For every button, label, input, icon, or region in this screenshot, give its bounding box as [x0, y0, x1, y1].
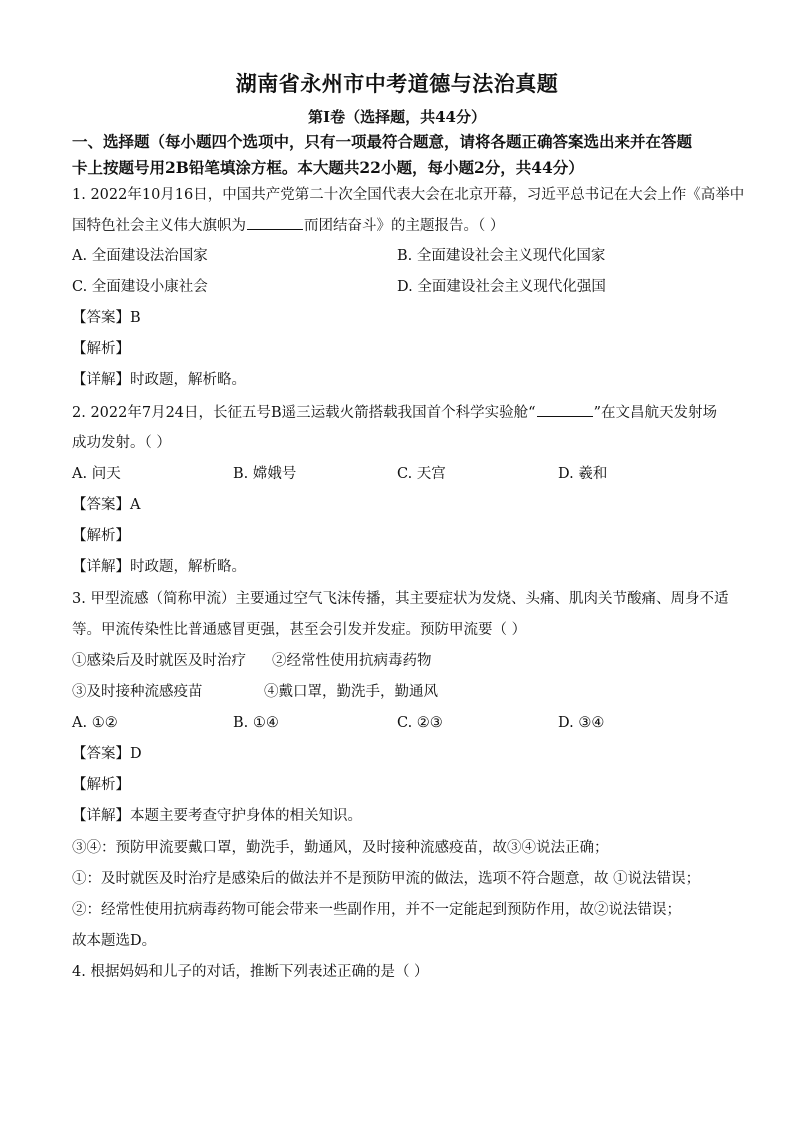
q2-option-b: B. 嫦娥号 — [233, 466, 297, 482]
page-title: 湖南省永州市中考道德与法治真题 — [235, 71, 559, 96]
q3-item-3: ③及时接种流感疫苗 — [72, 684, 203, 700]
q3-stem-line2: 等。甲流传染性比普通感冒更强，甚至会引发并发症。预防甲流要（ ） — [72, 622, 527, 638]
q1-option-d: D. 全面建设社会主义现代化强国 — [397, 279, 606, 295]
q1-answer: 【答案】B — [72, 310, 141, 326]
q1-option-b: B. 全面建设社会主义现代化国家 — [397, 248, 606, 264]
q2-detail: 【详解】时政题，解析略。 — [72, 559, 246, 575]
q1-option-a: A. 全面建设法治国家 — [72, 248, 208, 264]
section-header-line1: 一、选择题（每小题四个选项中，只有一项最符合题意，请将各题正确答案选出来并在答题 — [72, 132, 693, 151]
q4-stem-line1: 4. 根据妈妈和儿子的对话，推断下列表述正确的是（ ） — [72, 964, 429, 980]
q3-stem-line1: 3. 甲型流感（简称甲流）主要通过空气飞沫传播，其主要症状为发烧、头痛、肌肉关节酸痛、周身不适 — [72, 591, 729, 607]
page-subtitle: 第I卷（选择题，共44分） — [308, 108, 486, 126]
q3-detail: 【详解】本题主要考查守护身体的相关知识。 — [72, 808, 362, 824]
q2-stem-line2: 成功发射。（ ） — [72, 435, 171, 451]
q2-option-d: D. 羲和 — [558, 466, 608, 482]
q3-item-2: ②经常性使用抗病毒药物 — [272, 653, 432, 669]
q3-explanation-2: ①：及时就医及时治疗是感染后的做法并不是预防甲流的做法，选项不符合题意，故 ①说法错误； — [72, 871, 701, 887]
q3-explanation-3: ②：经常性使用抗病毒药物可能会带来一些副作用，并不一定能起到预防作用，故②说法错误； — [72, 902, 681, 918]
q1-option-c: C. 全面建设小康社会 — [72, 279, 208, 295]
q1-stem-line1: 1. 2022年10月16日，中国共产党第二十次全国代表大会在北京开幕，习近平总书记在大会上作《高举中 — [72, 187, 745, 203]
q2-stem-line1-post: ”在文昌航天发射场 — [593, 405, 718, 421]
q1-blank — [247, 215, 303, 230]
q3-option-d: D. ③④ — [558, 715, 605, 731]
q1-stem-line2 — [72, 215, 504, 236]
q1-analysis: 【解析】 — [72, 341, 130, 357]
q1-stem-line2-pre: 国特色社会主义伟大旗帜为 — [72, 218, 246, 234]
q3-item-4: ④戴口罩，勤洗手，勤通风 — [264, 684, 438, 700]
q3-option-b: B. ①④ — [233, 715, 279, 731]
q3-option-a: A. ①② — [72, 715, 118, 731]
q3-explanation-1: ③④：预防甲流要戴口罩，勤洗手，勤通风，及时接种流感疫苗，故③④说法正确； — [72, 840, 609, 856]
q1-detail: 【详解】时政题，解析略。 — [72, 372, 246, 388]
q2-stem-line1-pre: 2. 2022年7月24日，长征五号B遥三运载火箭搭载我国首个科学实验舱“ — [72, 405, 536, 421]
q3-answer: 【答案】D — [72, 746, 142, 762]
q3-option-c: C. ②③ — [397, 715, 443, 731]
q2-stem-line1 — [72, 402, 717, 423]
q1-stem-line2-post: 而团结奋斗》的主题报告。（ ） — [304, 218, 505, 234]
section-header-line2: 卡上按题号用2B铅笔填涂方框。本大题共22小题，每小题2分，共44分） — [72, 158, 584, 177]
q2-option-a: A. 问天 — [72, 466, 121, 482]
q3-analysis: 【解析】 — [72, 777, 130, 793]
q3-item-1: ①感染后及时就医及时治疗 — [72, 653, 246, 669]
q3-conclusion: 故本题选D。 — [72, 933, 157, 949]
q2-analysis: 【解析】 — [72, 528, 130, 544]
q2-blank — [537, 402, 593, 417]
q2-option-c: C. 天宫 — [397, 466, 446, 482]
q2-answer: 【答案】A — [72, 497, 141, 513]
